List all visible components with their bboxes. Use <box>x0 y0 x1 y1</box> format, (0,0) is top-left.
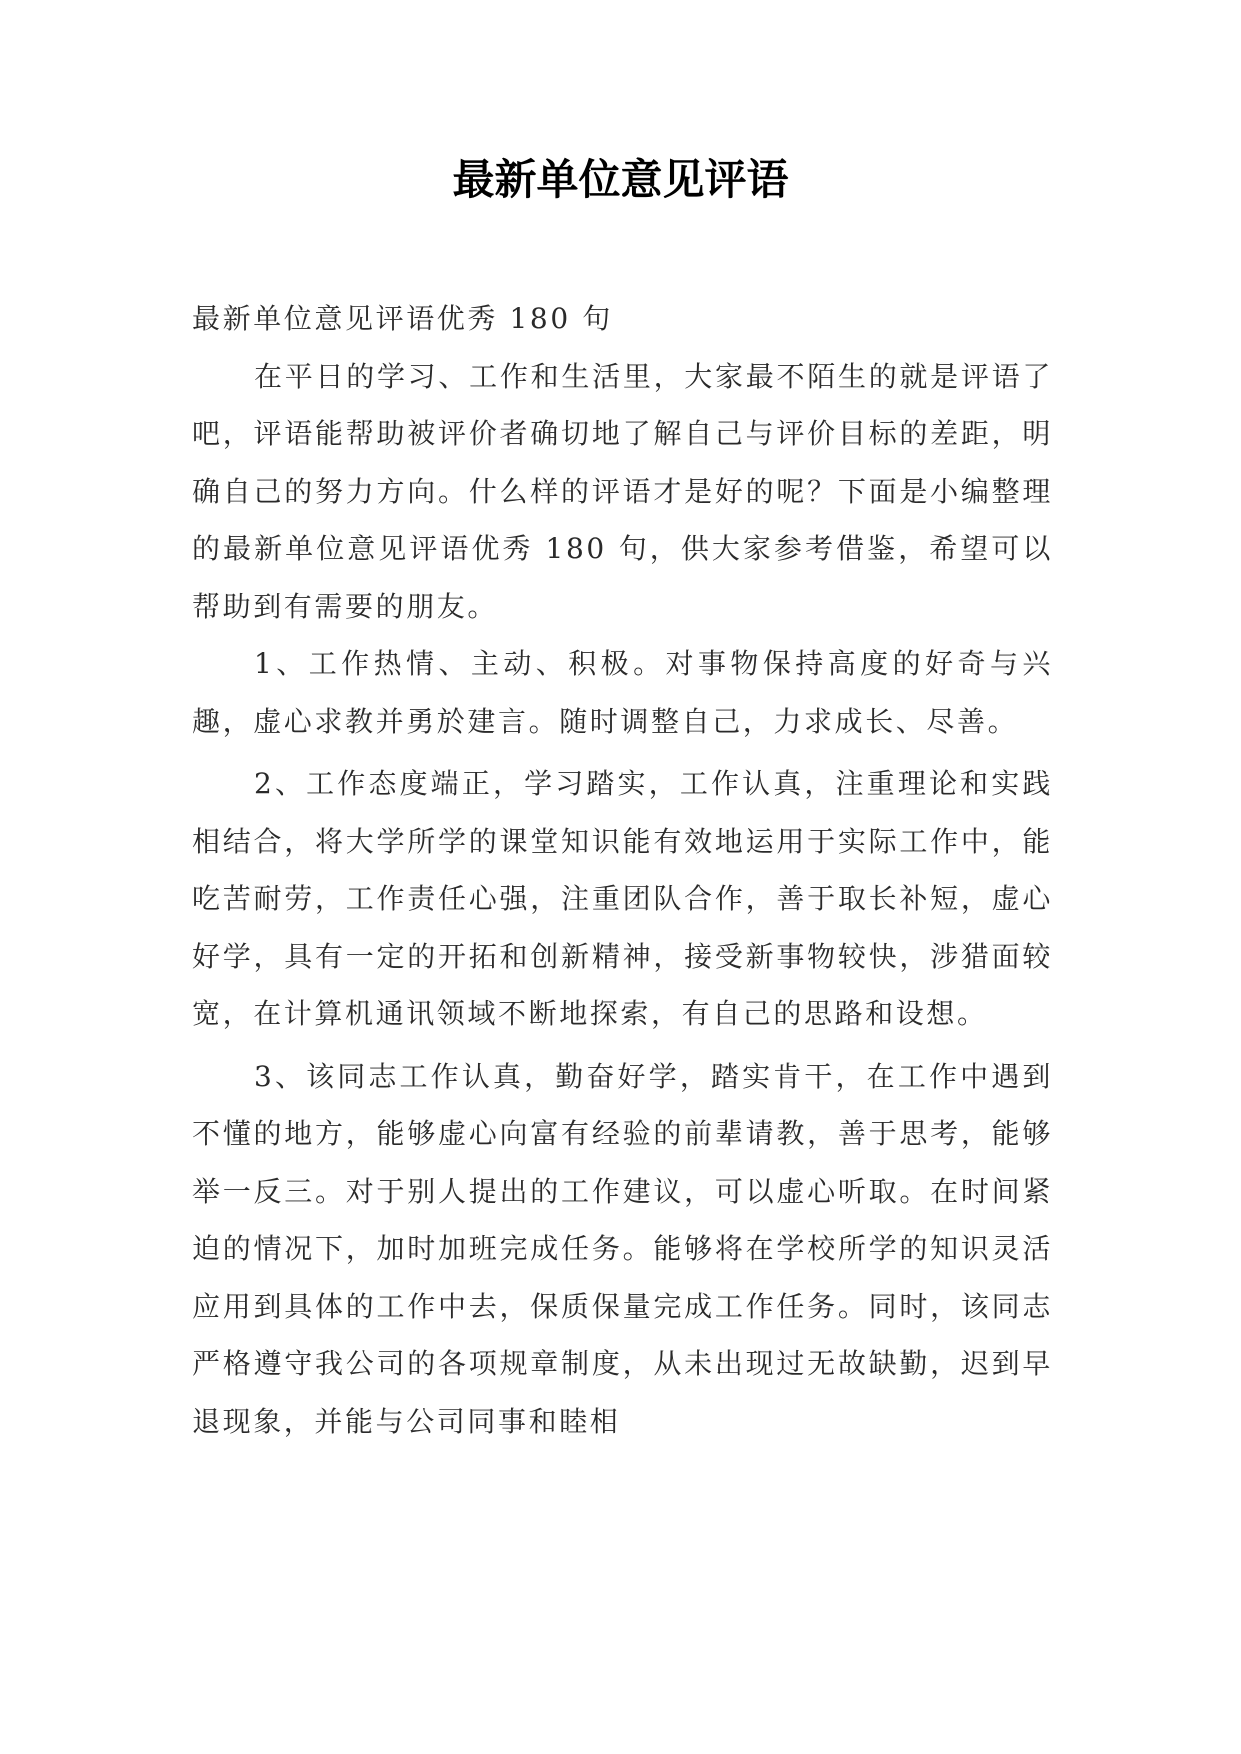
paragraph-item-1: 1、工作热情、主动、积极。对事物保持高度的好奇与兴趣，虚心求教并勇於建言。随时调整自己，力求成长、尽善。 <box>192 647 1053 738</box>
paragraph-item-2: 2、工作态度端正，学习踏实，工作认真，注重理论和实践相结合，将大学所学的课堂知识能有效地运用于实际工作中，能吃苦耐劳，工作责任心强，注重团队合作，善于取长补短，虚心好学，具有一定的开拓和创新精神，接受新事物较快，涉猎面较宽，在计算机通讯领域不断地探索，有自己的思路和设想。 <box>192 767 1053 1030</box>
document-subtitle: 最新单位意见评语优秀 180 句 <box>192 302 613 335</box>
paragraph-item-3: 3、该同志工作认真，勤奋好学，踏实肯干，在工作中遇到不懂的地方，能够虚心向富有经验的前辈请教，善于思考，能够举一反三。对于别人提出的工作建议，可以虚心听取。在时间紧迫的情况下，加时加班完成任务。能够将在学校所学的知识灵活应用到具体的工作中去，保质保量完成工作任务。同时，该同志严格遵守我公司的各项规章制度，从未出现过无故缺勤，迟到早退现象，并能与公司同事和睦相 <box>192 1059 1053 1438</box>
paragraph-intro: 在平日的学习、工作和生活里，大家最不陌生的就是评语了吧，评语能帮助被评价者确切地了解自己与评价目标的差距，明确自己的努力方向。什么样的评语才是好的呢？下面是小编整理的最新单位意见评语优秀 180 句，供大家参考借鉴，希望可以帮助到有需要的朋友。 <box>192 359 1053 623</box>
document-title: 最新单位意见评语 <box>452 155 789 204</box>
document-body <box>192 290 1053 1450</box>
